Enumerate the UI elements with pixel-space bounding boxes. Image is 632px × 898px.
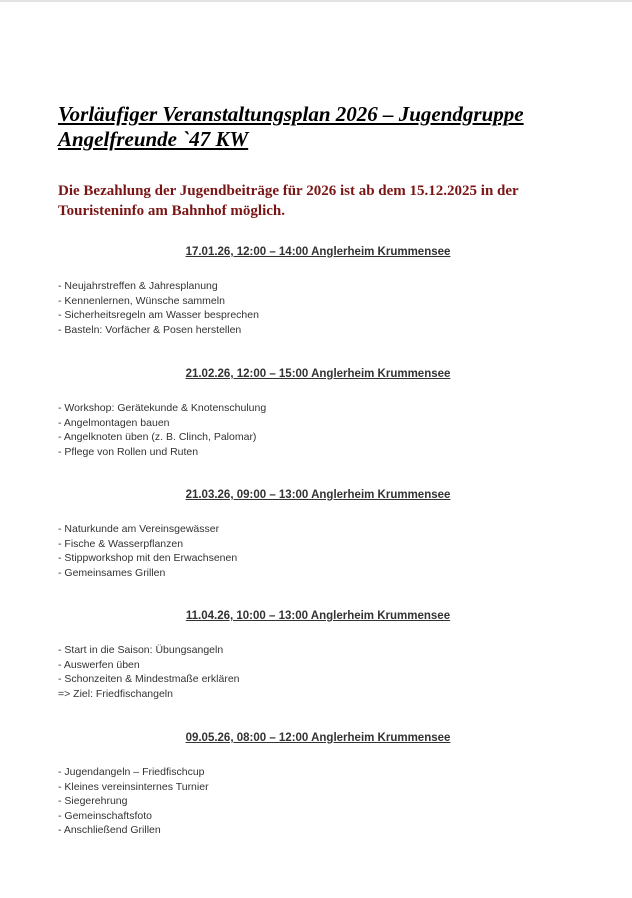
list-item: - Angelmontagen bauen	[58, 416, 170, 429]
list-item: - Stippworkshop mit den Erwachsenen	[58, 552, 238, 564]
event-header: 21.02.26, 12:00 – 15:00 Anglerheim Krummensee	[185, 368, 451, 380]
list-item: - Naturkunde am Vereinsgewässer	[58, 523, 220, 535]
event-header: 11.04.26, 10:00 – 13:00 Anglerheim Krummensee	[185, 610, 451, 622]
page-title-line-2: Angelfreunde `47 KW	[58, 127, 249, 151]
list-item: - Kennenlernen, Wünsche sammeln	[58, 294, 225, 307]
event-activity-list	[58, 643, 578, 701]
list-item: - Schonzeiten & Mindestmaße erklären	[58, 673, 240, 685]
list-item: - Kleines vereinsinternes Turnier	[58, 780, 209, 793]
event-header: 09.05.26, 08:00 – 12:00 Anglerheim Krummensee	[185, 732, 451, 744]
list-item: - Pflege von Rollen und Ruten	[58, 445, 199, 458]
payment-notice-line-2: Touristeninfo am Bahnhof möglich.	[58, 203, 285, 219]
list-item: - Anschließend Grillen	[58, 824, 161, 836]
list-item: - Neujahrstreffen & Jahresplanung	[58, 280, 218, 292]
event-activity-list	[58, 522, 578, 580]
list-item: - Angelknoten üben (z. B. Clinch, Palomar)	[58, 431, 257, 443]
list-item: - Auswerfen üben	[58, 658, 140, 671]
top-border	[0, 0, 632, 2]
list-item: - Gemeinschaftsfoto	[58, 809, 152, 822]
event-header: 21.03.26, 09:00 – 13:00 Anglerheim Krummensee	[185, 489, 451, 501]
list-item: - Gemeinsames Grillen	[58, 566, 166, 579]
event-activity-list	[58, 401, 578, 459]
payment-notice	[58, 181, 558, 221]
page-title	[58, 102, 578, 152]
event-header: 17.01.26, 12:00 – 14:00 Anglerheim Krummensee	[185, 246, 451, 258]
page-title-line-1: Vorläufiger Veranstaltungsplan 2026 – Jugendgruppe	[58, 102, 524, 126]
list-item: - Fische & Wasserpflanzen	[58, 537, 184, 550]
event-activity-list	[58, 279, 578, 337]
payment-notice-line-1: Die Bezahlung der Jugendbeiträge für 2026 ist ab dem 15.12.2025 in der	[58, 183, 519, 199]
list-item: - Sicherheitsregeln am Wasser besprechen	[58, 309, 259, 321]
list-item: - Start in die Saison: Übungsangeln	[58, 644, 224, 656]
event-activity-list	[58, 765, 578, 838]
list-item: - Jugendangeln – Friedfischcup	[58, 766, 205, 778]
list-item: => Ziel: Friedfischangeln	[58, 687, 173, 700]
list-item: - Workshop: Gerätekunde & Knotenschulung	[58, 402, 267, 414]
list-item: - Siegerehrung	[58, 795, 128, 807]
list-item: - Basteln: Vorfächer & Posen herstellen	[58, 323, 242, 336]
